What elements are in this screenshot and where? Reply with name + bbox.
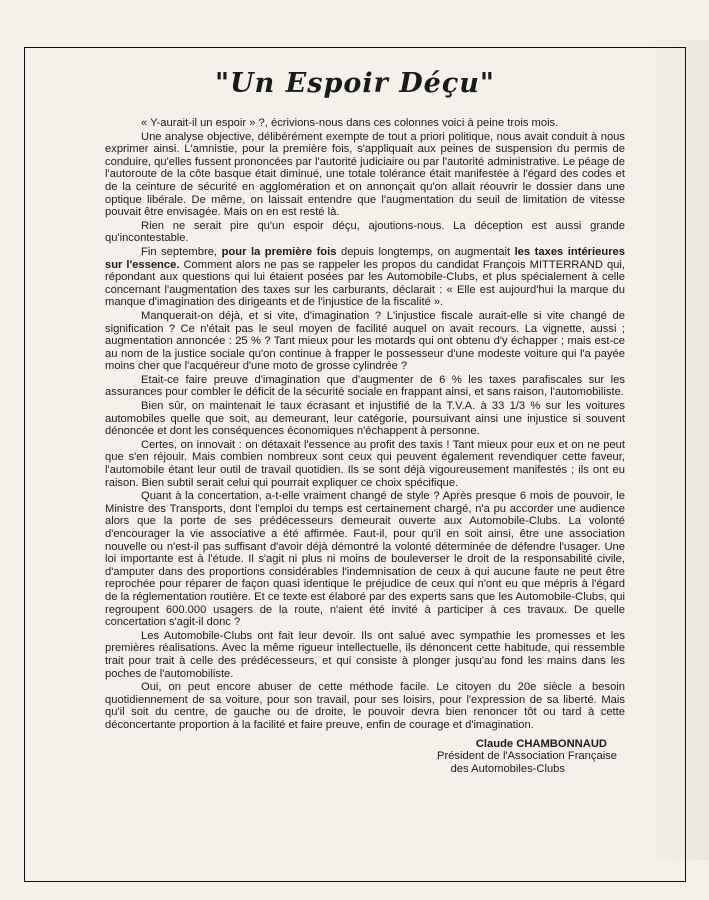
paragraph: Etait-ce faire preuve d'imagination que d'augmenter de 6 % les taxes parafiscales sur les assurances pour combler le déficit de la sécurité sociale en frappant ainsi, et sans raison, l'automobiliste.	[105, 373, 625, 399]
article-title: "Un Espoir Déçu"	[215, 68, 495, 99]
paragraph: Bien sûr, on maintenait le taux écrasant et injustifié de la T.V.A. à 33 1/3 % sur les voitures automobiles quelle que soit, au demeurant, leur catégorie, poursuivant ainsi une injustice si souvent dénoncée et dont les conséquences économiques n'échappent à personne.	[105, 400, 625, 438]
paragraph: Une analyse objective, délibérément exempte de tout a priori politique, nous avait conduit à nous exprimer ainsi. L'amnistie, pour la première fois, s'appliquait aux peines de suspension du permis de conduire, qu'elles fussent prononcées par l'autorité judiciaire ou par l'autorité administrative. Le péage de l'autoroute de la côte basque était diminué, une totale tolérance était manifestée à l'égard des codes et de la ceinture de sécurité en agglomération et on annonçait qu'on allait réouvrir le dossier dans une optique libérale. De même, on laissait entendre que l'augmentation du seuil de limitation de vitesse pouvait être envisagée. Mais on en est resté là.	[105, 130, 625, 219]
paragraph: Rien ne serait pire qu'un espoir déçu, ajoutions-nous. La déception est aussi grande qu'incontestable.	[105, 219, 625, 245]
signature-block	[25, 738, 625, 776]
paragraph-text: Fin septembre,	[141, 245, 222, 258]
article-frame	[24, 47, 686, 882]
article-body	[105, 117, 625, 732]
paragraph: Les Automobile-Clubs ont fait leur devoir. Ils ont salué avec sympathie les promesses et les premières réalisations. Avec la même rigueur intellectuelle, ils dénoncent cette habitude, qui ressemble trait pour trait à celle des prédécesseurs, et qui consiste à plonger jusqu'au fond les mains dans les poches de l'automobiliste.	[105, 629, 625, 680]
paragraph: « Y-aurait-il un espoir » ?, écrivions-nous dans ces colonnes voici à peine trois mois.	[141, 117, 559, 129]
author-role: des Automobiles-Clubs	[450, 762, 565, 775]
paragraph-text: depuis longtemps, on augmentait	[336, 245, 515, 258]
author-role: Président de l'Association Française	[437, 750, 617, 763]
paragraph	[105, 246, 625, 309]
bold-text: pour la première fois	[221, 245, 337, 258]
paragraph: Oui, on peut encore abuser de cette méthode facile. Le citoyen du 20e siècle a besoin quotidiennement de sa voiture, pour son travail, pour ses loisirs, pour l'expression de sa liberté. Mais qu'il soit du centre, de gauche ou de droite, le pouvoir devra bien renoncer tôt ou tard à cette déconcertante proportion à la facilité et faire preuve, enfin de courage et d'imagination.	[105, 681, 625, 731]
paragraph: Quant à la concertation, a-t-elle vraiment changé de style ? Après presque 6 mois de pouvoir, le Ministre des Transports, dont l'emploi du temps est certainement chargé, n'a pu accorder une audience alors que la porte de ses prédécesseurs demeurait ouverte aux Automobile-Clubs. La volonté d'encourager la vie associative a été affirmée. Faut-il, pour qu'il en soit ainsi, être une association nouvelle ou n'est-il pas suffisant d'avoir déjà démontré la volonté déterminée de défendre l'usager. Une loi importante est à l'étude. Il s'agit ni plus ni moins de bouleverser le droit de la responsabilité civile, d'amputer dans des proportions considérables l'indemnisation de ceux à qui aucune faute ne peut être reprochée pour réparer de façon quasi identique le préjudice de ceux qui n'ont eu que mépris à l'égard de la réglementation routière. Et ce texte est élaboré par des experts sans que les Automobile-Clubs, qui regroupent 600.000 usagers de la route, n'aient été invité à participer à ces travaux. De quelle concertation s'agit-il donc ?	[105, 490, 625, 629]
paragraph-text: Comment alors ne pas se rappeler les propos du candidat François MITTERRAND qui, répondant aux questions qui lui étaient posées par les Automobile-Clubs, et plus spécialement à celle concernant l'augmentation des taxes sur les carburants, déclarait : « Elle est aujourd'hui la marque du manque d'imagination des dirigeants et de l'injustice de la fiscalité ».	[105, 258, 626, 309]
author-name: Claude CHAMBONNAUD	[475, 737, 607, 750]
paragraph: Certes, on innovait : on détaxait l'essence au profit des taxis ! Tant mieux pour eux et on ne peut que s'en réjouir. Mais combien nombreux sont ceux qui peuvent également revendiquer cette faveur, l'automobile étant leur outil de travail quotidien. Ils se sont déjà vigoureusement manifestés ; ils ont eu raison. Bien subtil serait celui qui pourrait expliquer ce choix spécifique.	[105, 438, 625, 489]
bold-text: les taxes intérieures sur l'essence.	[105, 245, 625, 271]
paragraph: Manquerait-on déjà, et si vite, d'imagination ? L'injustice fiscale aurait-elle si vite changé de signification ? Ce n'était pas le seul moyen de facilité auquel on avait recours. La vignette, aussi ; augmentation annoncée : 25 % ? Tant mieux pour les motards qui ont obtenu d'y échapper ; mais est-ce au nom de la justice sociale qu'on continue à frapper le possesseur d'une modeste voiture qui l'a payée moins cher que l'acquéreur d'une moto de grosse cylindrée ?	[105, 309, 625, 373]
